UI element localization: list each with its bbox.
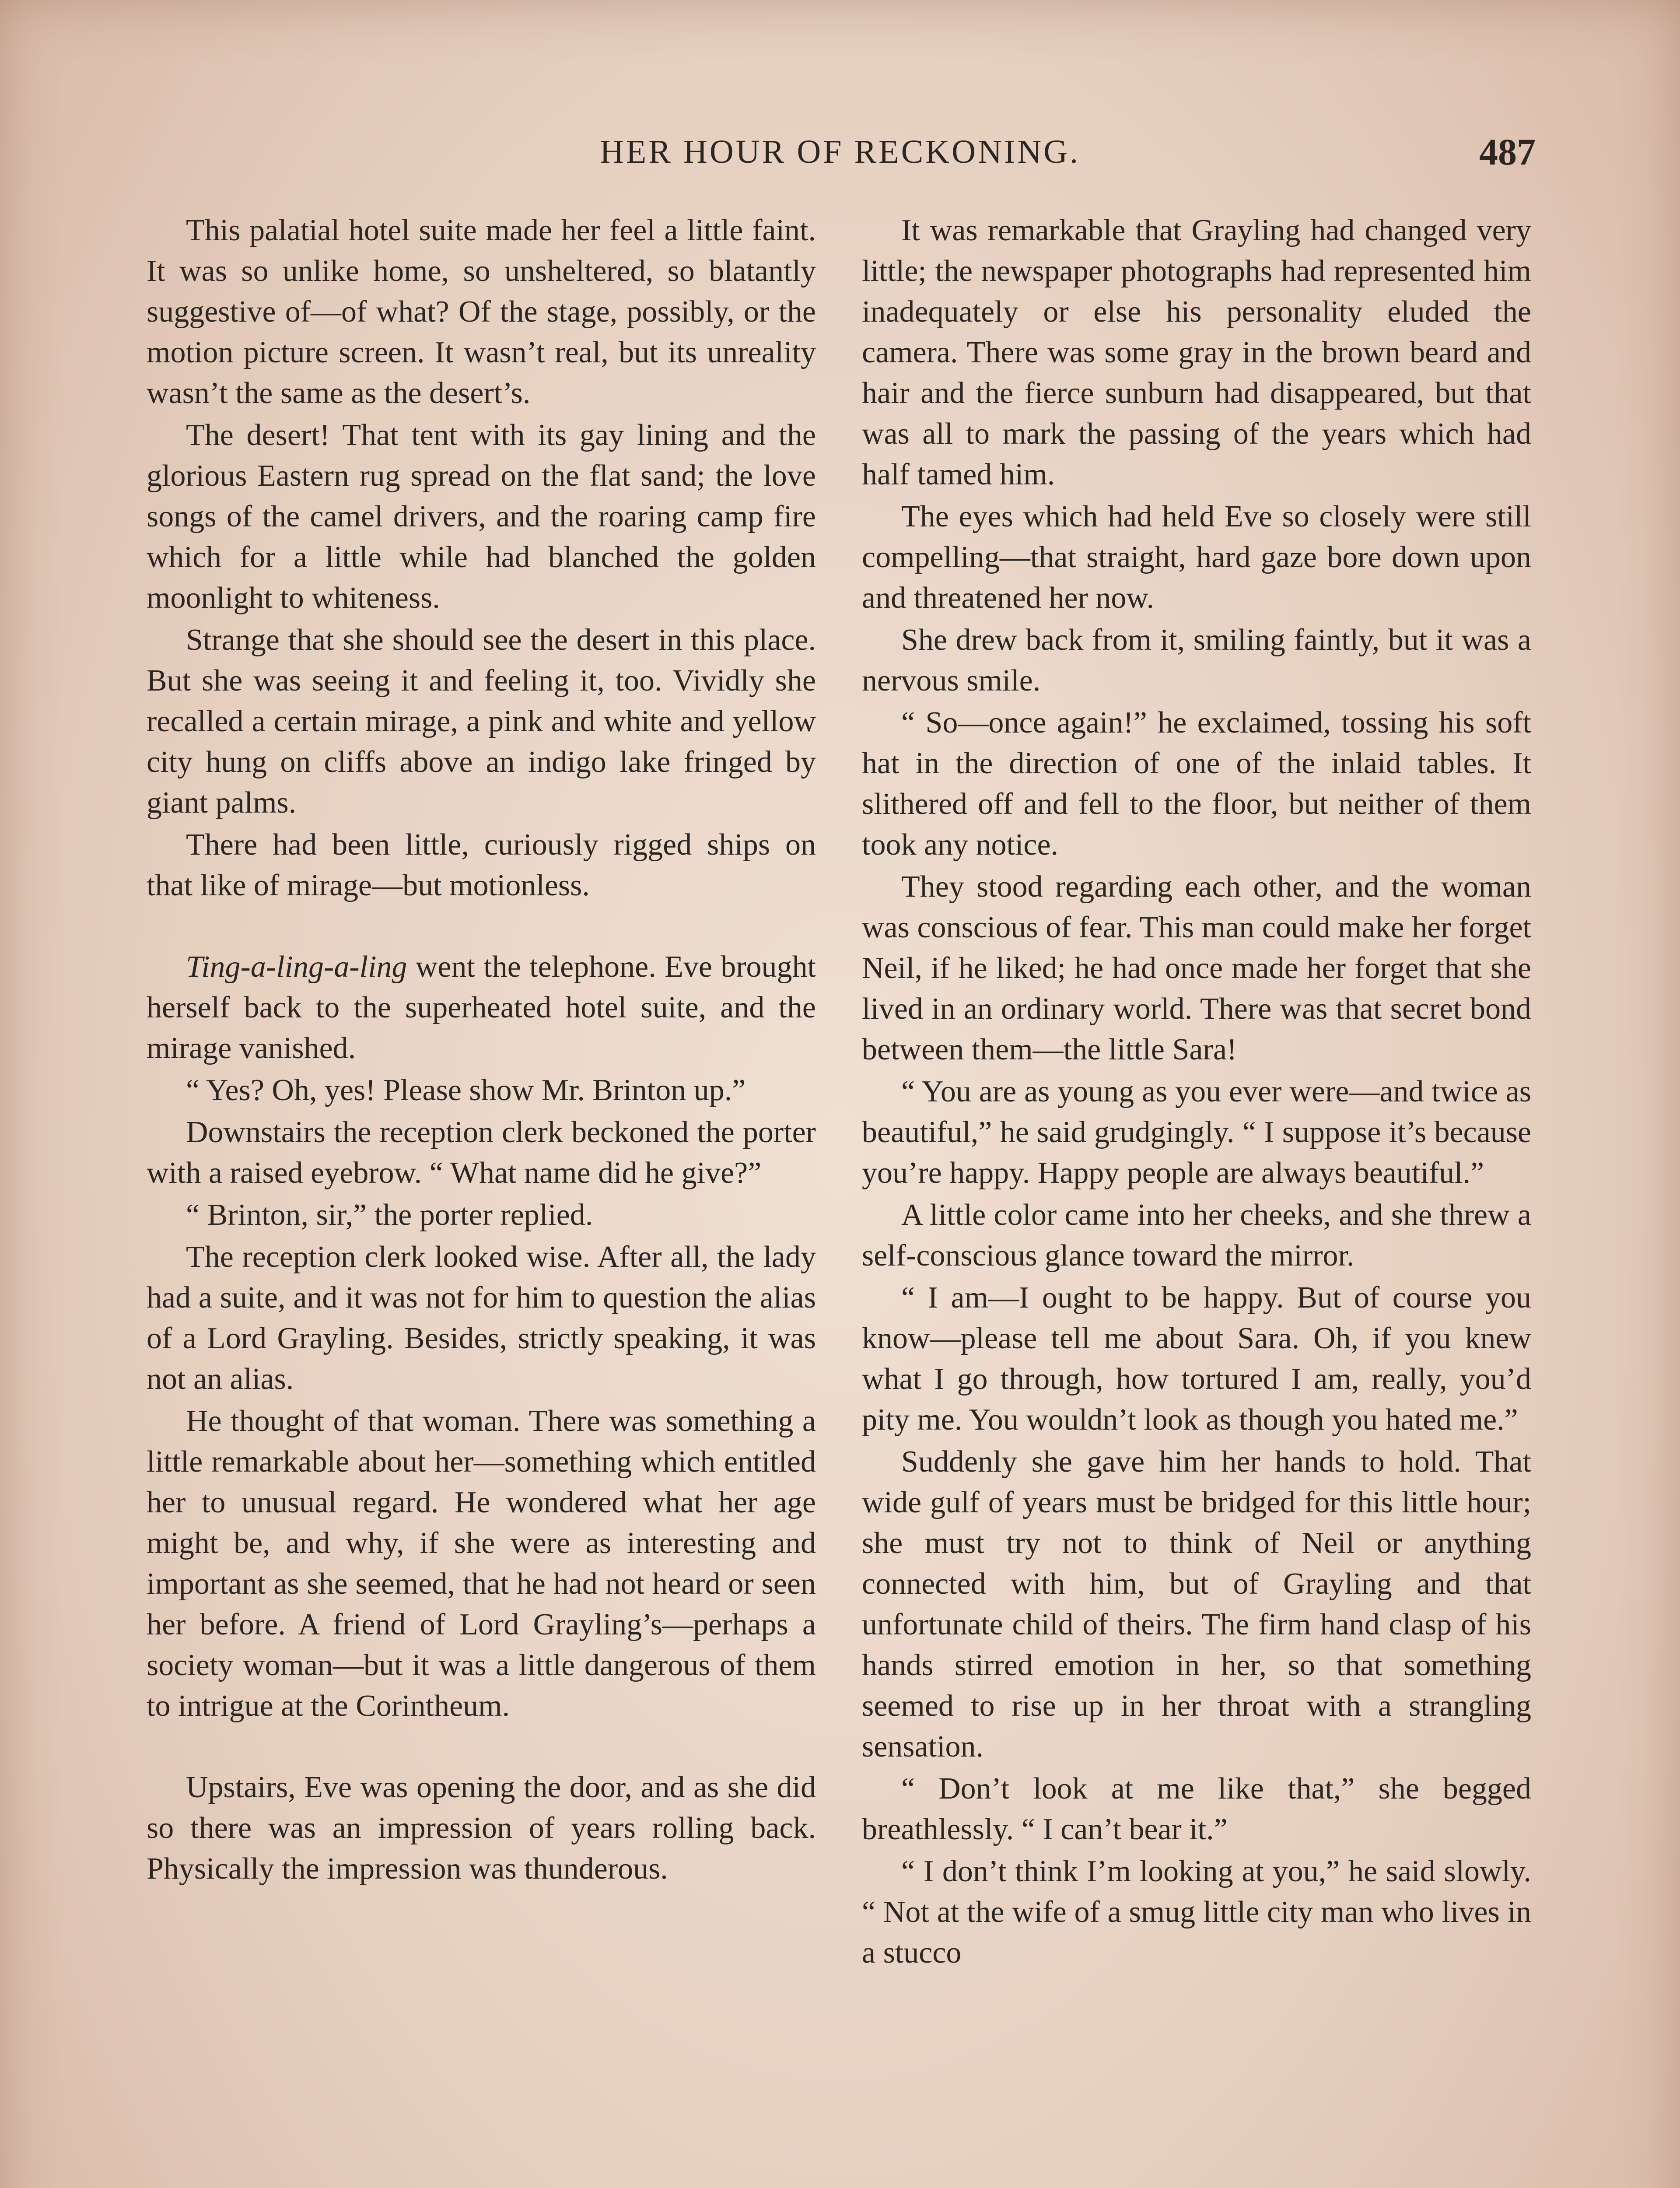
right-text-column (862, 210, 1531, 1974)
paragraph: He thought of that woman. There was something a little remarkable about her—something which entitled her to unusual regard. He wondered what her age might be, and why, if she were as interesting and important as she seemed, that he had not heard or seen her before. A friend of Lord Grayling’s—perhaps a society woman—but it was a little dangerous of them to intrigue at the Corintheum. (147, 1404, 816, 1723)
paragraph: There had been little, curiously rigged ships on that like of mirage—but motionless. (147, 828, 816, 902)
paragraph: Suddenly she gave him her hands to hold. That wide gulf of years must be bridged for this little hour; she must try not to think of Neil or anything connected with him, but of Grayling and that unfortunate child of theirs. The firm hand clasp of his hands stirred emotion in her, so that something seemed to rise up in her throat with a strangling sensation. (862, 1445, 1531, 1764)
paragraph: It was remarkable that Grayling had changed very little; the newspaper photographs had represented him inadequately or else his personality eluded the camera. There was some gray in the brown beard and hair and the fierce sunburn had disappeared, but that was all to mark the passing of the years which had half tamed him. (862, 214, 1531, 491)
paragraph: They stood regarding each other, and the woman was conscious of fear. This man could make her forget Neil, if he liked; he had once made her forget that she lived in an ordinary world. There was that secret bond between them—the little Sara! (862, 870, 1531, 1066)
paragraph: Upstairs, Eve was opening the door, and as she did so there was an impression of years rolling back. Physically the impression was thunderous. (147, 1771, 816, 1886)
paragraph: “ Yes? Oh, yes! Please show Mr. Brinton up.” (186, 1073, 746, 1107)
left-text-column (147, 210, 816, 1890)
paragraph: “ Don’t look at me like that,” she begged breathlessly. “ I can’t bear it.” (862, 1772, 1531, 1846)
paragraph: The desert! That tent with its gay lining and the glorious Eastern rug spread on the flat sand; the love songs of the camel drivers, and the roaring camp fire which for a little while had blanched the golden moonlight to whiteness. (147, 418, 816, 615)
paragraph: Downstairs the reception clerk beckoned the porter with a raised eyebrow. “ What name did he give?” (147, 1115, 816, 1190)
page-header (144, 128, 1536, 176)
telephone-ring-italic: Ting-a-ling-a-ling (186, 950, 407, 984)
paragraph: This palatial hotel suite made her feel a little faint. It was so unlike home, so unsheltered, so blatantly suggestive of—of what? Of the stage, possibly, or the motion picture screen. It wasn’t real, but its unreality wasn’t the same as the desert’s. (147, 214, 816, 410)
running-head: HER HOUR OF RECKONING. (599, 133, 1081, 170)
paragraph (147, 947, 816, 1069)
paragraph-text: went the telephone. Eve brought herself back to the superheated hotel suite, and the mirage vanished. (147, 950, 816, 1065)
paragraph: “ I am—I ought to be happy. But of course you know—please tell me about Sara. Oh, if you knew what I go through, how tortured I am, really, you’d pity me. You wouldn’t look as though you hated me.” (862, 1281, 1531, 1437)
paragraph: The reception clerk looked wise. After all, the lady had a suite, and it was not for him to question the alias of a Lord Grayling. Besides, strictly speaking, it was not an alias. (147, 1240, 816, 1396)
page-number: 487 (1479, 131, 1536, 173)
paragraph: A little color came into her cheeks, and she threw a self-conscious glance toward the mirror. (862, 1198, 1531, 1273)
paragraph: The eyes which had held Eve so closely were still compelling—that straight, hard gaze bore down upon and threatened her now. (862, 500, 1531, 615)
paragraph: “ You are as young as you ever were—and twice as beautiful,” he said grudgingly. “ I suppose it’s because you’re happy. Happy people are always beautiful.” (862, 1075, 1531, 1190)
paragraph: “ I don’t think I’m looking at you,” he said slowly. “ Not at the wife of a smug little city man who lives in a stucco (862, 1855, 1531, 1970)
paragraph: She drew back from it, smiling faintly, but it was a nervous smile. (862, 623, 1531, 698)
paragraph: “ Brinton, sir,” the porter replied. (186, 1198, 593, 1232)
paragraph: Strange that she should see the desert in this place. But she was seeing it and feeling it, too. Vividly she recalled a certain mirage, a pink and white and yellow city hung on cliffs above an indigo lake fringed by giant palms. (147, 623, 816, 820)
paragraph: “ So—once again!” he exclaimed, tossing his soft hat in the direction of one of the inlaid tables. It slithered off and fell to the floor, but neither of them took any notice. (862, 706, 1531, 862)
